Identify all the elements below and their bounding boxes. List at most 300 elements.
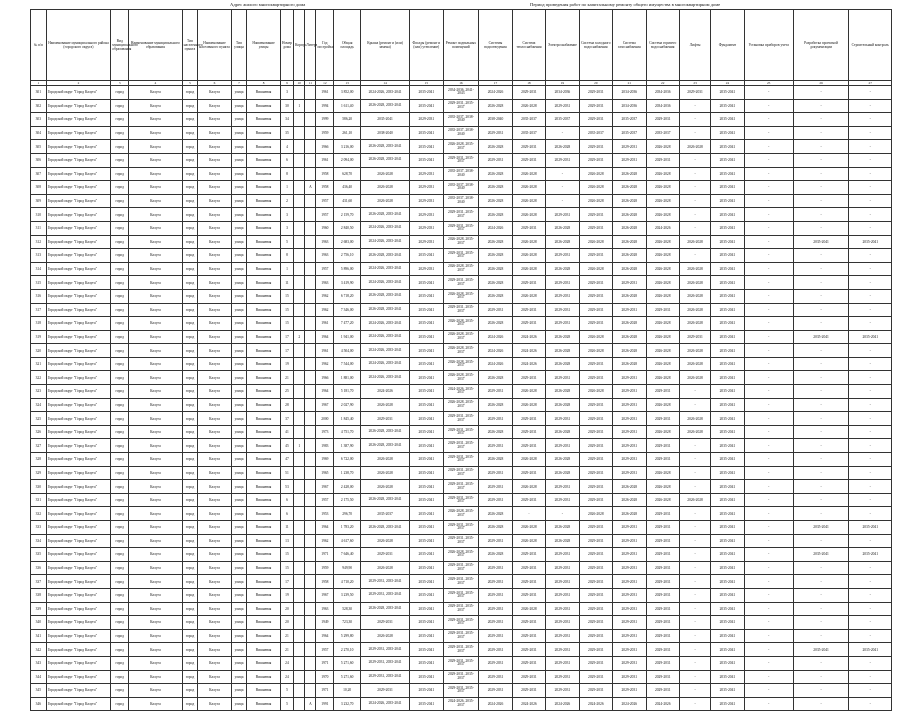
- table-cell: город: [182, 616, 198, 630]
- table-cell: город: [182, 697, 198, 711]
- table-cell: Вишневая: [247, 561, 280, 575]
- column-header: № п/п: [31, 10, 47, 81]
- table-row: [31, 86, 892, 100]
- table-cell: 2029-2031: [512, 643, 545, 657]
- table-cell: -: [744, 480, 793, 494]
- table-cell: 2035-2041: [711, 548, 744, 562]
- table-cell: [305, 235, 316, 249]
- table-cell: улица: [231, 194, 247, 208]
- table-cell: 7 346,00: [334, 303, 361, 317]
- table-cell: 2026-2028: [361, 480, 410, 494]
- table-cell: город: [111, 181, 129, 195]
- table-cell: 2024-2026, 2035-2041: [361, 357, 410, 371]
- table-cell: город: [111, 561, 129, 575]
- table-cell: 2029-2031: [546, 588, 579, 602]
- table-cell: Калуга: [198, 548, 231, 562]
- table-cell: [294, 344, 305, 358]
- table-cell: Калуга: [129, 453, 183, 467]
- table-cell: А: [305, 181, 316, 195]
- table-cell: 2029-2031: [579, 466, 612, 480]
- table-cell: 2029-2031: [613, 425, 646, 439]
- table-cell: Вишневая: [247, 385, 280, 399]
- table-cell: -: [849, 561, 892, 575]
- table-cell: 308: [31, 181, 47, 195]
- table-cell: Калуга: [129, 697, 183, 711]
- table-cell: -: [679, 561, 710, 575]
- table-cell: город: [111, 616, 129, 630]
- table-cell: 2026-2028: [679, 357, 710, 371]
- table-cell: 1963: [316, 602, 334, 616]
- table-cell: Городской округ "Город Калуга": [46, 126, 111, 140]
- table-cell: Калуга: [129, 656, 183, 670]
- table-cell: Калуга: [198, 208, 231, 222]
- table-cell: 2: [280, 194, 293, 208]
- table-cell: [305, 466, 316, 480]
- table-cell: 1: [280, 181, 293, 195]
- table-cell: 24: [280, 670, 293, 684]
- table-cell: город: [182, 493, 198, 507]
- table-cell: Калуга: [129, 262, 183, 276]
- table-cell: 949,90: [334, 561, 361, 575]
- table-cell: [305, 344, 316, 358]
- table-cell: [294, 113, 305, 127]
- table-cell: 10,20: [334, 684, 361, 698]
- table-cell: 19: [280, 357, 293, 371]
- table-cell: 2029-2031: [512, 86, 545, 100]
- table-cell: Калуга: [198, 385, 231, 399]
- table-cell: 2026-2028: [679, 371, 710, 385]
- table-cell: Калуга: [198, 466, 231, 480]
- table-cell: 2029-2031: [646, 303, 679, 317]
- table-cell: 2029-2031: [512, 493, 545, 507]
- table-cell: Вишневая: [247, 629, 280, 643]
- table-cell: 2029-2031: [512, 588, 545, 602]
- table-cell: 2029-2031: [512, 317, 545, 331]
- table-cell: -: [849, 493, 892, 507]
- table-cell: Калуга: [198, 140, 231, 154]
- table-cell: 2029-2031: [613, 153, 646, 167]
- table-cell: 1971: [316, 684, 334, 698]
- table-cell: 2029-2031: [579, 588, 612, 602]
- table-cell: Городской округ "Город Калуга": [46, 235, 111, 249]
- table-cell: 2035-2037: [613, 126, 646, 140]
- table-cell: 2026-2028: [479, 249, 512, 263]
- table-cell: 2026-2028, 2035-2041: [361, 602, 410, 616]
- table-cell: 2026-2028, 2035-2037: [443, 371, 479, 385]
- table-cell: 2029-2031: [579, 493, 612, 507]
- table-cell: 1958: [316, 181, 334, 195]
- table-cell: город: [182, 425, 198, 439]
- table-cell: Городской округ "Город Калуга": [46, 493, 111, 507]
- table-cell: 302: [31, 99, 47, 113]
- table-cell: 2029-2031: [479, 684, 512, 698]
- table-cell: Городской округ "Город Калуга": [46, 480, 111, 494]
- table-cell: Городской округ "Город Калуга": [46, 588, 111, 602]
- table-cell: 2 159,70: [334, 208, 361, 222]
- table-cell: -: [849, 153, 892, 167]
- table-row: [31, 561, 892, 575]
- table-cell: город: [111, 629, 129, 643]
- table-cell: 2035-2041: [410, 480, 443, 494]
- table-cell: [305, 656, 316, 670]
- table-cell: 2029-2031: [546, 303, 579, 317]
- table-cell: 1964: [316, 330, 334, 344]
- table-cell: 2026-2028: [579, 167, 612, 181]
- table-cell: 2029-2031: [479, 303, 512, 317]
- table-cell: город: [111, 521, 129, 535]
- table-cell: 2035-2041: [410, 643, 443, 657]
- table-cell: -: [793, 208, 849, 222]
- table-cell: -: [744, 113, 793, 127]
- table-cell: улица: [231, 99, 247, 113]
- table-cell: 2024-2026: [512, 344, 545, 358]
- table-cell: Калуга: [129, 412, 183, 426]
- table-cell: улица: [231, 221, 247, 235]
- table-cell: -: [793, 262, 849, 276]
- table-cell: 34: [280, 113, 293, 127]
- table-cell: 2029-2031: [410, 167, 443, 181]
- table-cell: Вишневая: [247, 521, 280, 535]
- table-cell: 2026-2028: [546, 262, 579, 276]
- table-cell: 2029-2031, 2035-2037: [443, 466, 479, 480]
- table-cell: 2026-2028, 2035-2037: [443, 317, 479, 331]
- table-cell: -: [849, 126, 892, 140]
- table-cell: [305, 425, 316, 439]
- table-cell: 2035-2041: [711, 521, 744, 535]
- table-cell: город: [111, 126, 129, 140]
- table-cell: [294, 153, 305, 167]
- table-cell: -: [849, 317, 892, 331]
- table-cell: 2035-2041: [410, 439, 443, 453]
- column-header: Наименование муниципального образования: [129, 10, 183, 81]
- table-cell: -: [849, 439, 892, 453]
- table-cell: 2026-2028: [646, 262, 679, 276]
- table-cell: 2029-2031: [613, 656, 646, 670]
- table-cell: Городской округ "Город Калуга": [46, 616, 111, 630]
- table-cell: Городской округ "Город Калуга": [46, 398, 111, 412]
- table-cell: 305: [31, 140, 47, 154]
- table-cell: 1970: [316, 670, 334, 684]
- table-cell: 2024-2026: [479, 86, 512, 100]
- table-cell: 6: [280, 493, 293, 507]
- table-cell: Городской округ "Город Калуга": [46, 385, 111, 399]
- table-cell: [294, 480, 305, 494]
- table-cell: 2029-2031: [679, 86, 710, 100]
- table-cell: улица: [231, 507, 247, 521]
- table-cell: 5 271,60: [334, 656, 361, 670]
- table-cell: Городской округ "Город Калуга": [46, 697, 111, 711]
- table-cell: 2026-2028: [613, 493, 646, 507]
- table-cell: 313: [31, 249, 47, 263]
- table-cell: 2029-2031: [512, 276, 545, 290]
- table-cell: 2035-2041: [793, 643, 849, 657]
- table-cell: 47: [280, 453, 293, 467]
- table-cell: улица: [231, 697, 247, 711]
- table-cell: 2 094,00: [334, 153, 361, 167]
- table-cell: [305, 412, 316, 426]
- table-cell: 1963: [316, 235, 334, 249]
- table-cell: 1967: [316, 588, 334, 602]
- table-cell: 2026-2028: [479, 140, 512, 154]
- table-cell: город: [111, 534, 129, 548]
- table-cell: Калуга: [129, 480, 183, 494]
- table-cell: Калуга: [129, 616, 183, 630]
- table-cell: 1: [294, 99, 305, 113]
- table-cell: 342: [31, 643, 47, 657]
- table-cell: улица: [231, 371, 247, 385]
- table-cell: 2024-2026: [512, 357, 545, 371]
- table-cell: -: [679, 548, 710, 562]
- table-cell: [294, 629, 305, 643]
- table-cell: 2029-2031: [361, 412, 410, 426]
- column-number: 3: [111, 81, 129, 86]
- table-cell: 2034-2036: [613, 99, 646, 113]
- table-cell: город: [182, 235, 198, 249]
- table-cell: [294, 303, 305, 317]
- table-cell: -: [744, 588, 793, 602]
- table-cell: город: [182, 276, 198, 290]
- table-cell: 2035-2041: [410, 616, 443, 630]
- table-cell: 2035-2041: [410, 398, 443, 412]
- table-cell: 2 027,90: [334, 398, 361, 412]
- table-cell: 2029-2031, 2035-2037: [443, 629, 479, 643]
- table-cell: 339: [31, 602, 47, 616]
- table-cell: 2035-2037: [512, 126, 545, 140]
- table-cell: 2029-2031, 2035-2041: [361, 670, 410, 684]
- table-cell: 2029-2031: [579, 140, 612, 154]
- table-cell: 2029-2031: [613, 561, 646, 575]
- table-cell: -: [744, 153, 793, 167]
- table-cell: 2029-2031: [579, 317, 612, 331]
- table-cell: 2035-2041: [711, 425, 744, 439]
- table-cell: город: [182, 153, 198, 167]
- table-cell: 2024-2026, 2035-2041: [361, 344, 410, 358]
- table-cell: 2034-2036: [646, 99, 679, 113]
- table-cell: 2026-2028: [679, 235, 710, 249]
- table-cell: 2029-2031, 2035-2037: [443, 575, 479, 589]
- table-cell: Городской округ "Город Калуга": [46, 643, 111, 657]
- table-cell: Калуга: [198, 371, 231, 385]
- table-cell: -: [744, 235, 793, 249]
- table-cell: 586,20: [334, 113, 361, 127]
- repair-period-caption: Период проведения работ по капитальному ремонту общего имущества в многоквартирном доме: [530, 2, 721, 7]
- table-cell: Городской округ "Город Калуга": [46, 99, 111, 113]
- table-cell: Калуга: [129, 521, 183, 535]
- table-cell: -: [679, 194, 710, 208]
- column-number: 20: [579, 81, 612, 86]
- table-cell: 318: [31, 317, 47, 331]
- table-cell: -: [849, 684, 892, 698]
- table-cell: 2029-2031: [546, 629, 579, 643]
- table-cell: Калуга: [198, 643, 231, 657]
- table-cell: улица: [231, 357, 247, 371]
- table-cell: 2026-2028: [646, 194, 679, 208]
- table-cell: 2035-2041: [410, 385, 443, 399]
- table-cell: Калуга: [129, 344, 183, 358]
- table-cell: 304: [31, 126, 47, 140]
- table-header: [31, 10, 892, 86]
- table-cell: город: [111, 398, 129, 412]
- table-cell: 2029-2031: [579, 670, 612, 684]
- table-cell: -: [679, 575, 710, 589]
- table-cell: Городской округ "Город Калуга": [46, 113, 111, 127]
- table-cell: 2029-2031: [479, 656, 512, 670]
- table-cell: 2034-2036: [646, 86, 679, 100]
- table-row: [31, 534, 892, 548]
- table-cell: 2026-2028: [613, 289, 646, 303]
- table-cell: -: [679, 181, 710, 195]
- table-cell: -: [679, 521, 710, 535]
- table-cell: 2029-2031: [579, 412, 612, 426]
- table-cell: [305, 86, 316, 100]
- table-cell: Калуга: [198, 602, 231, 616]
- table-cell: 2035-2041: [849, 643, 892, 657]
- table-cell: 2026-2028: [546, 235, 579, 249]
- table-cell: улица: [231, 684, 247, 698]
- table-cell: Калуга: [198, 194, 231, 208]
- table-cell: 337: [31, 575, 47, 589]
- table-cell: -: [849, 357, 892, 371]
- table-cell: 3: [280, 86, 293, 100]
- table-cell: 2029-2031: [512, 616, 545, 630]
- column-header: Установка приборов учета: [744, 10, 793, 81]
- table-cell: 2024-2026: [361, 385, 410, 399]
- column-number: 21: [613, 81, 646, 86]
- table-cell: 11: [280, 276, 293, 290]
- table-cell: Калуга: [198, 344, 231, 358]
- table-row: [31, 262, 892, 276]
- table-cell: [305, 330, 316, 344]
- table-cell: Вишневая: [247, 276, 280, 290]
- table-cell: 2035-2037: [646, 126, 679, 140]
- table-cell: 1964: [316, 385, 334, 399]
- table-cell: 261,10: [334, 126, 361, 140]
- table-cell: -: [793, 480, 849, 494]
- table-cell: город: [182, 221, 198, 235]
- table-cell: Городской округ "Город Калуга": [46, 317, 111, 331]
- table-cell: 336: [31, 561, 47, 575]
- table-cell: 2029-2031, 2035-2037: [443, 208, 479, 222]
- table-cell: 306: [31, 153, 47, 167]
- table-cell: 6 722,00: [334, 453, 361, 467]
- table-cell: -: [793, 697, 849, 711]
- table-cell: Вишневая: [247, 371, 280, 385]
- table-cell: -: [679, 126, 710, 140]
- table-cell: 1962: [316, 289, 334, 303]
- table-cell: [294, 126, 305, 140]
- table-cell: [294, 371, 305, 385]
- table-cell: 329: [31, 466, 47, 480]
- table-cell: [305, 453, 316, 467]
- table-cell: -: [546, 126, 579, 140]
- table-cell: 2029-2031: [579, 398, 612, 412]
- table-cell: Городской округ "Город Калуга": [46, 534, 111, 548]
- table-cell: 2029-2031: [512, 153, 545, 167]
- table-cell: 2029-2031: [579, 208, 612, 222]
- table-cell: 2035-2041: [410, 534, 443, 548]
- table-cell: 2035-2041: [849, 548, 892, 562]
- table-cell: 15: [280, 289, 293, 303]
- table-cell: [305, 317, 316, 331]
- table-cell: 2035-2041: [410, 289, 443, 303]
- table-cell: Калуга: [198, 167, 231, 181]
- table-cell: -: [744, 303, 793, 317]
- table-cell: 2024-2026: [646, 697, 679, 711]
- column-number: 23: [679, 81, 710, 86]
- table-cell: -: [744, 249, 793, 263]
- table-cell: 2035-2041: [711, 616, 744, 630]
- table-cell: 330: [31, 480, 47, 494]
- table-cell: Городской округ "Город Калуга": [46, 344, 111, 358]
- table-cell: Калуга: [129, 385, 183, 399]
- table-cell: улица: [231, 289, 247, 303]
- table-cell: Калуга: [198, 425, 231, 439]
- table-cell: 11: [280, 521, 293, 535]
- column-header: Фасады (ремонт и (или) утепление): [410, 10, 443, 81]
- table-cell: 2035-2041: [410, 521, 443, 535]
- table-cell: 2035-2041: [410, 629, 443, 643]
- table-cell: 2029-2031: [579, 602, 612, 616]
- table-cell: [294, 643, 305, 657]
- table-cell: 2026-2028: [546, 385, 579, 399]
- table-cell: Вишневая: [247, 602, 280, 616]
- table-row: [31, 303, 892, 317]
- table-cell: 1961: [316, 86, 334, 100]
- table-cell: -: [679, 656, 710, 670]
- table-cell: Калуга: [129, 425, 183, 439]
- table-cell: 341: [31, 629, 47, 643]
- table-cell: 2024-2026, 2035-2041: [361, 276, 410, 290]
- table-cell: 2029-2031: [579, 99, 612, 113]
- table-cell: -: [744, 330, 793, 344]
- table-row: [31, 153, 892, 167]
- table-cell: 2035-2041: [410, 507, 443, 521]
- table-cell: город: [182, 466, 198, 480]
- table-cell: 4 751,70: [334, 425, 361, 439]
- table-cell: [294, 493, 305, 507]
- table-cell: 2035-2041: [410, 140, 443, 154]
- table-cell: 2026-2028: [613, 181, 646, 195]
- table-cell: город: [182, 330, 198, 344]
- table-cell: город: [111, 249, 129, 263]
- table-cell: 2029-2031, 2035-2037: [443, 412, 479, 426]
- table-cell: [294, 412, 305, 426]
- table-cell: 2035-2041: [410, 575, 443, 589]
- table-cell: Вишневая: [247, 548, 280, 562]
- table-cell: 5 299,80: [334, 629, 361, 643]
- table-cell: 2029-2031: [512, 140, 545, 154]
- table-cell: 2029-2031, 2035-2037: [443, 534, 479, 548]
- table-cell: 2029-2031: [613, 670, 646, 684]
- table-cell: [294, 276, 305, 290]
- table-cell: Калуга: [198, 221, 231, 235]
- table-cell: Городской округ "Город Калуга": [46, 221, 111, 235]
- table-cell: 2029-2031: [512, 561, 545, 575]
- table-cell: 335: [31, 548, 47, 562]
- table-cell: 2035-2041: [711, 99, 744, 113]
- table-cell: 2035-2041: [711, 575, 744, 589]
- table-cell: 2035-2041: [711, 303, 744, 317]
- table-cell: 24: [280, 656, 293, 670]
- table-cell: Вишневая: [247, 588, 280, 602]
- table-cell: 2029-2031, 2035-2037: [443, 276, 479, 290]
- table-cell: город: [182, 126, 198, 140]
- table-cell: Калуга: [129, 208, 183, 222]
- table-cell: Калуга: [129, 684, 183, 698]
- table-cell: 2029-2031: [679, 330, 710, 344]
- table-cell: Городской округ "Город Калуга": [46, 167, 111, 181]
- table-cell: -: [679, 602, 710, 616]
